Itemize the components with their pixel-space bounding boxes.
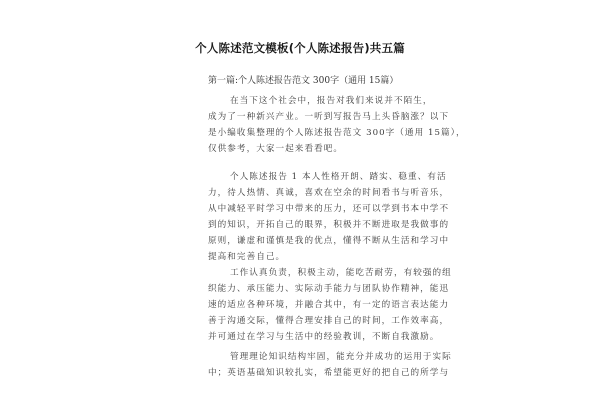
body-line: 织能力、承压能力、实际动手能力与团队协作精神，能迅	[208, 284, 450, 294]
body-line: 力，待人热情、真诚，喜欢在空余的时间看书与听音乐，	[208, 188, 450, 198]
body-line: 中；英语基础知识较扎实，希望能更好的把自己的所学与	[208, 368, 450, 378]
body-line: 善于沟通交际，懂得合理安排自己的时间，工作效率高，	[208, 316, 450, 326]
document-title: 个人陈述范文模板(个人陈述报告)共五篇	[195, 41, 405, 55]
body-line: 到的知识，开拓自己的眼界，积极并不断进取是我做事的	[208, 220, 450, 230]
section-heading: 第一篇:个人陈述报告范文 300字（通用 15篇）	[208, 76, 399, 86]
intro-line: 成为了一种新兴产业。一听到写报告马上头昏脑涨？以下	[208, 112, 450, 122]
body-line: 个人陈述报告 1 本人性格开朗、踏实、稳重、有活	[230, 172, 447, 182]
body-line: 提高和完善自己。	[208, 252, 286, 262]
body-line: 原则，谦虚和谨慎是我的优点，懂得不断从生活和学习中	[208, 236, 450, 246]
body-line: 并可通过在学习与生活中的经验教训，不断自我激励。	[208, 332, 440, 342]
body-line: 管理理论知识结构牢固，能充分并成功的运用于实际	[230, 352, 452, 362]
body-line: 从中减轻平时学习中带来的压力，还可以学到书本中学不	[208, 204, 450, 214]
intro-line: 在当下这个社会中，报告对我们来说并不陌生，	[230, 96, 433, 106]
body-line: 工作认真负责，积极主动，能吃苦耐劳，有较强的组	[230, 268, 452, 278]
intro-line: 是小编收集整理的个人陈述报告范文 300字（通用 15篇），	[208, 128, 466, 138]
body-line: 速的适应各种环境，并融合其中，有一定的语言表达能力	[208, 300, 450, 310]
intro-line: 仅供参考，大家一起来看看吧。	[208, 144, 344, 154]
